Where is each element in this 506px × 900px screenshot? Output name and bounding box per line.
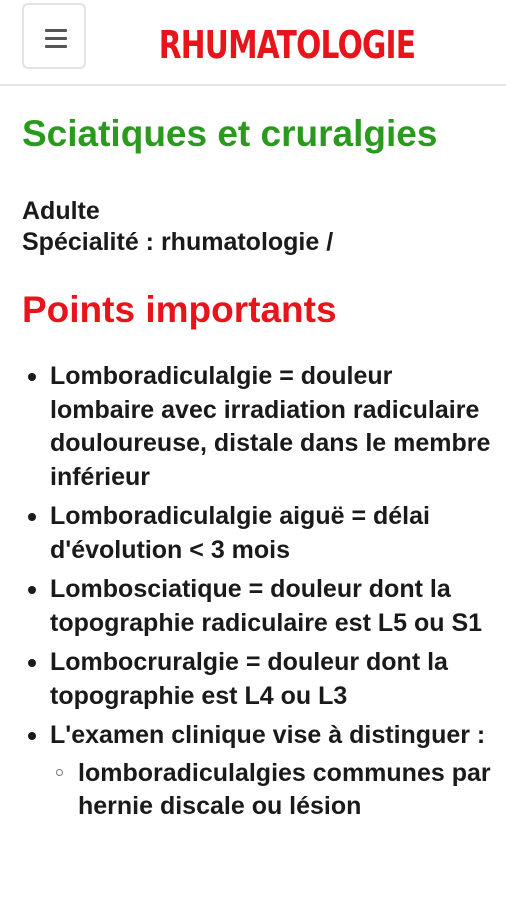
menu-button[interactable] [22,3,86,69]
key-points-list [22,360,492,824]
top-app-bar [0,0,506,86]
list-item: Lomboradiculalgie = douleur lombaire avec irradiation radiculaire douloureuse, distale dans le membre inférieur [50,360,492,494]
page-title: Sciatiques et cruralgies [22,113,438,154]
list-item: Lombosciatique = douleur dont la topographie radiculaire est L5 ou S1 [50,573,492,640]
article-meta [22,196,492,258]
hamburger-menu-icon-bar [45,37,67,40]
hamburger-menu-icon-bar [45,45,67,48]
population-label: Adulte [22,197,100,225]
hamburger-menu-icon [45,29,67,32]
list-item-with-sublist [50,719,492,824]
list-item: Lomboradiculalgie aiguë = délai d'évolution < 3 mois [50,500,492,567]
sub-points-list [50,757,492,824]
brand-logo-link[interactable]: RHUMATOLOGIE [158,23,416,67]
sub-list-item: lomboradiculalgies communes par hernie discale ou lésion [78,757,492,824]
list-item-text: L'examen clinique vise à distinguer : [50,721,486,749]
section-title: Points importants [22,289,337,330]
article-content [22,112,492,830]
list-item: Lombocruralgie = douleur dont la topographie est L4 ou L3 [50,646,492,713]
specialty-label: Spécialité : rhumatologie / [22,228,334,256]
